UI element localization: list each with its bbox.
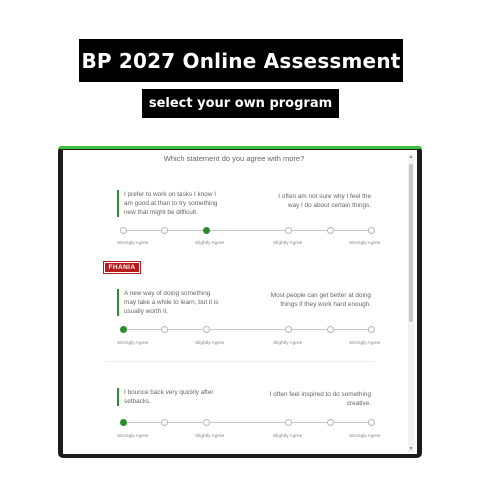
scale-label-strongly-right: Strongly Agree [349, 341, 381, 346]
page-title-banner: BP 2027 Online Assessment [79, 39, 403, 82]
scale-option-3-6[interactable] [368, 419, 375, 426]
scale-label-slightly-left: Slightly Agree [195, 434, 225, 439]
scale-label-strongly-left: Strongly Agree [117, 434, 149, 439]
assessment-screen [63, 150, 417, 454]
scale-option-1-5[interactable] [327, 227, 334, 234]
scale-option-1-1[interactable] [120, 227, 127, 234]
fhania-logo: FHANIA [104, 262, 140, 273]
statement-left-2: A new way of doing something may take a while to learn, but it is usually worth it. [117, 289, 224, 316]
scale-label-slightly-right: Slightly Agree [273, 241, 303, 246]
scale-option-1-2[interactable] [161, 227, 168, 234]
scale-option-2-5[interactable] [327, 326, 334, 333]
item-divider [105, 361, 375, 362]
scale-label-strongly-left: Strongly Agree [117, 341, 149, 346]
device-top-accent-bar [58, 146, 422, 149]
statement-right-3: I often feel inspired to do something creative. [269, 391, 371, 407]
scale-option-1-3[interactable] [203, 227, 210, 234]
question-prompt: Which statement do you agree with more? [163, 154, 305, 163]
scale-label-strongly-right: Strongly Agree [349, 434, 381, 439]
statement-left-3: I bounce back very quickly after setbacks. [117, 388, 224, 406]
scale-option-1-4[interactable] [285, 227, 292, 234]
scale-option-3-4[interactable] [285, 419, 292, 426]
scale-option-2-6[interactable] [368, 326, 375, 333]
scale-option-2-1[interactable] [120, 326, 127, 333]
scale-label-slightly-left: Slightly Agree [195, 341, 225, 346]
scroll-up-arrow-icon[interactable]: ▲ [408, 154, 414, 160]
statement-right-1: I often am not sure why I feel the way I do about certain things. [278, 193, 371, 209]
scale-option-2-4[interactable] [285, 326, 292, 333]
scale-option-3-5[interactable] [327, 419, 334, 426]
scrollbar-thumb[interactable] [409, 164, 413, 322]
scale-label-strongly-left: Strongly Agree [117, 241, 149, 246]
scale-label-strongly-right: Strongly Agree [349, 241, 381, 246]
statement-left-1: I prefer to work on tasks I know I am good at than to try something new that might be difficult. [117, 190, 224, 217]
scale-option-1-6[interactable] [368, 227, 375, 234]
statement-right-2: Most people can get better at doing things if they work hard enough. [270, 292, 371, 308]
scale-label-slightly-right: Slightly Agree [273, 434, 303, 439]
scale-label-slightly-right: Slightly Agree [273, 341, 303, 346]
scale-label-slightly-left: Slightly Agree [195, 241, 225, 246]
scale-option-3-1[interactable] [120, 419, 127, 426]
scale-option-3-3[interactable] [203, 419, 210, 426]
scale-option-2-2[interactable] [161, 326, 168, 333]
page-subtitle-banner: select your own program [142, 89, 339, 118]
scroll-down-arrow-icon[interactable]: ▼ [408, 446, 414, 452]
scale-option-2-3[interactable] [203, 326, 210, 333]
scale-option-3-2[interactable] [161, 419, 168, 426]
